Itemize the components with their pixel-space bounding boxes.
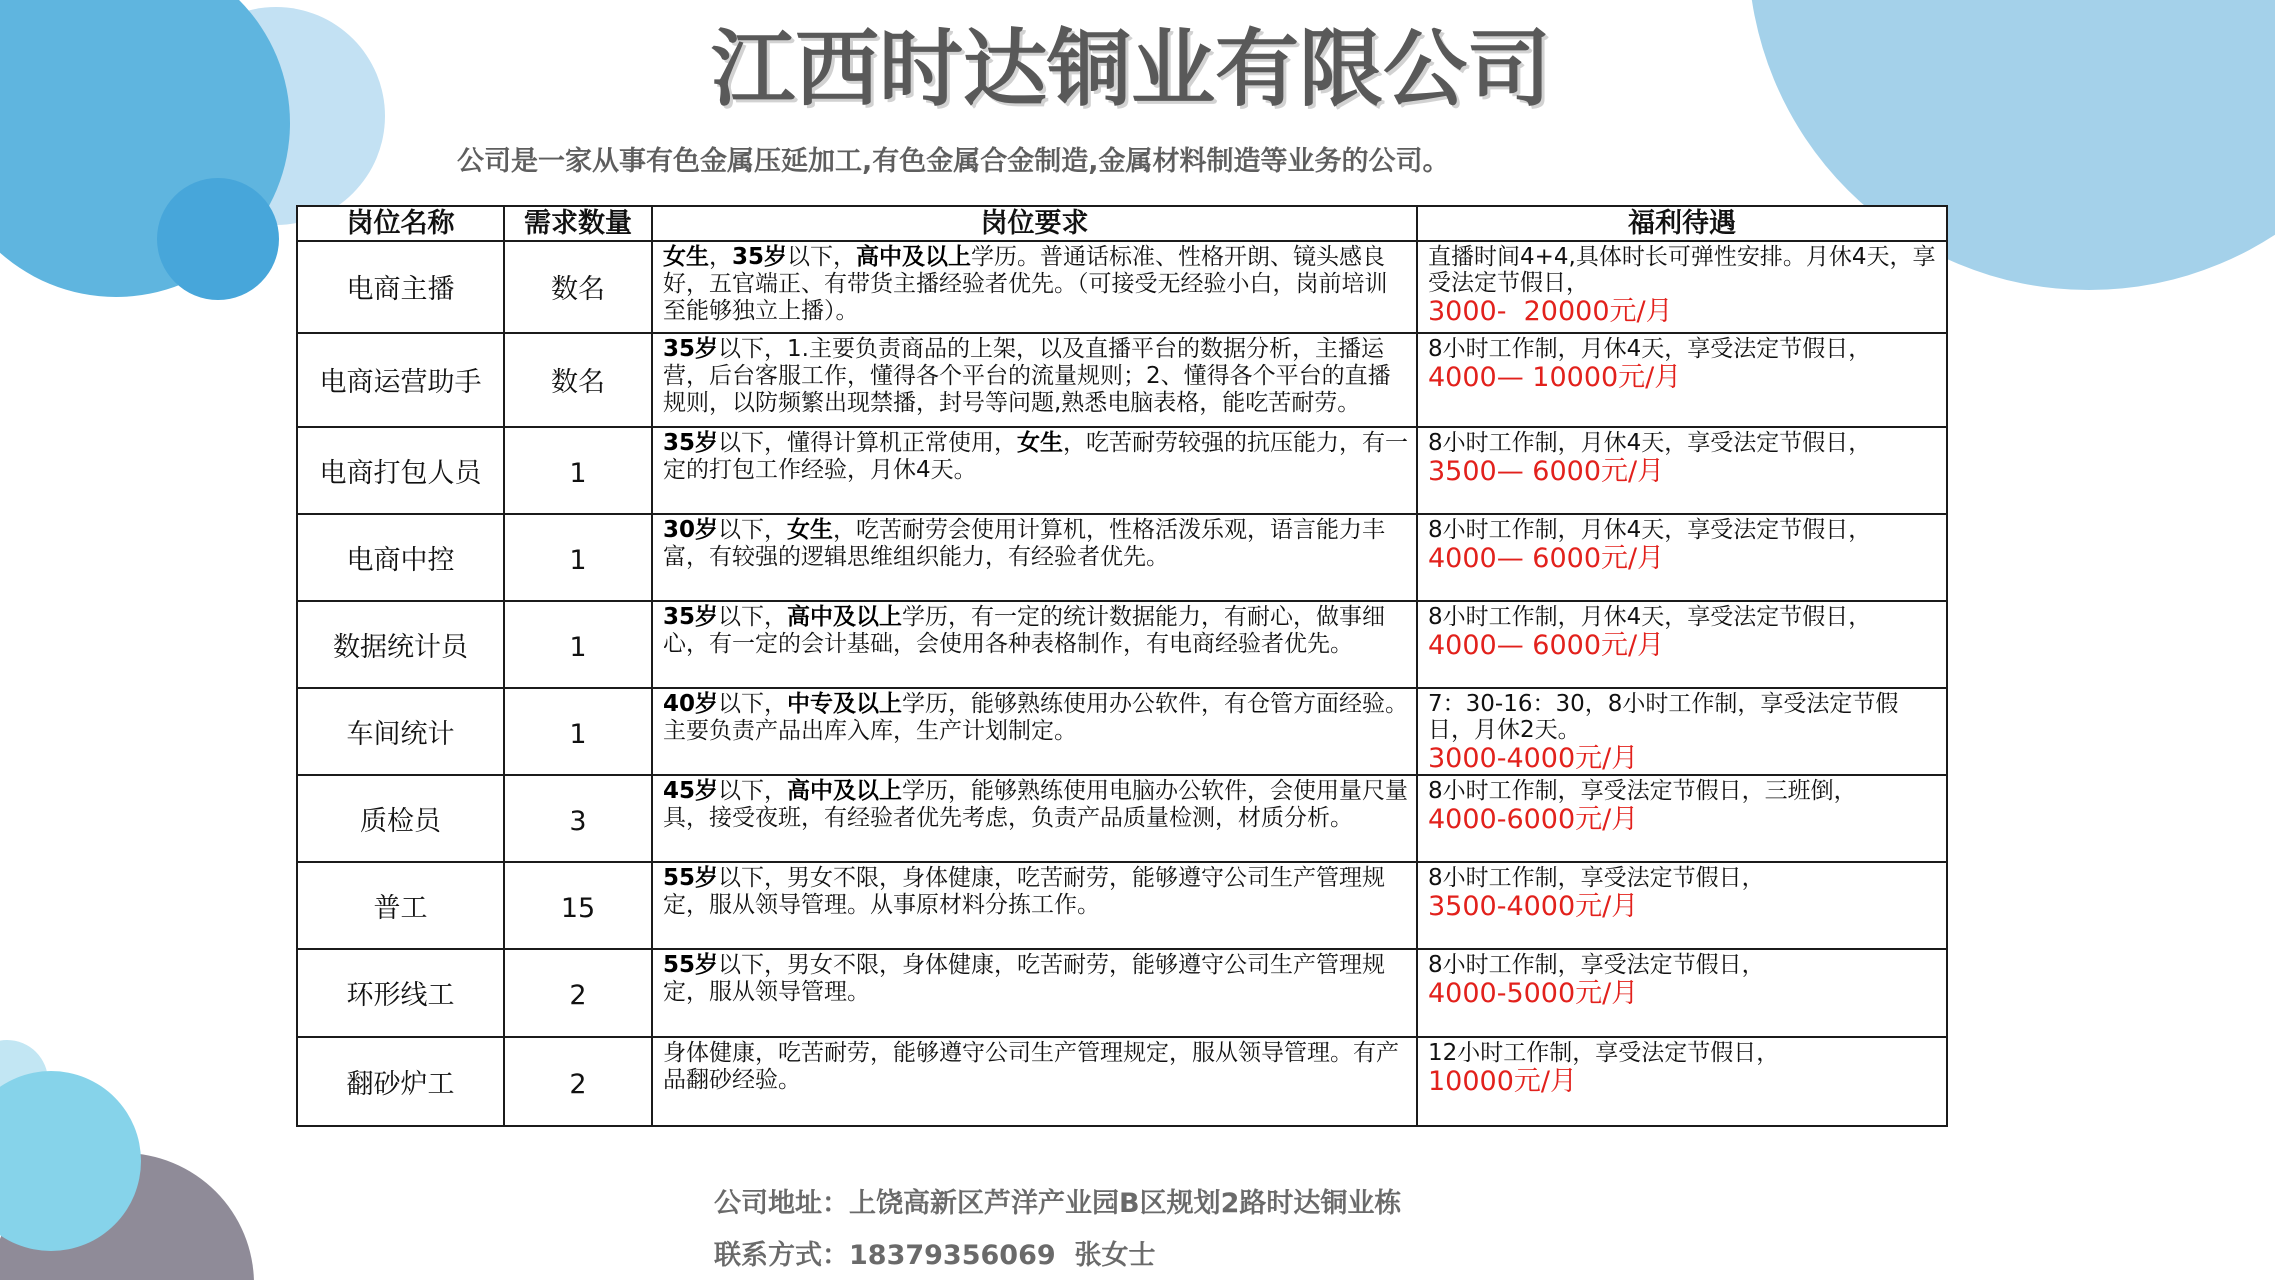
salary-text: 10000元/月 (1428, 1066, 1577, 1097)
requirement-highlight: 40岁 (663, 691, 719, 717)
salary-text: 4000— 6000元/月 (1428, 543, 1665, 574)
job-row (297, 775, 1947, 862)
benefits-cell (1417, 862, 1947, 949)
job-row (297, 514, 1947, 601)
requirement-highlight: 55岁 (663, 865, 719, 891)
requirement-text: 以下，男女不限，身体健康，吃苦耐劳，能够遵守公司生产管理规定，服从领导管理。从事原材料分拣工作。 (663, 865, 1386, 918)
salary-text: 3000-4000元/月 (1428, 743, 1639, 774)
job-row (297, 862, 1947, 949)
requirement-cell (652, 514, 1417, 601)
requirement-text: ， (709, 244, 732, 270)
requirement-cell (652, 601, 1417, 688)
requirement-highlight: 女生 (787, 517, 834, 543)
benefits-cell (1417, 949, 1947, 1037)
job-row (297, 1037, 1947, 1126)
count-cell: 3 (504, 775, 652, 862)
company-address: 公司地址：上饶高新区芦洋产业园B区规划2路时达铜业栋 (714, 1188, 1402, 1219)
company-description: 公司是一家从事有色金属压延加工,有色金属合金制造,金属材料制造等业务的公司。 (457, 146, 1450, 177)
requirement-text: 以下， (718, 691, 788, 717)
count-cell: 15 (504, 862, 652, 949)
requirement-text: 以下， (718, 517, 788, 543)
requirement-cell (652, 862, 1417, 949)
requirement-text: 学历，能够熟练使用办公软件，有仓管方面经验。主要负责产品出库入库，生产计划制定。 (663, 691, 1409, 744)
salary-text: 4000-6000元/月 (1428, 804, 1639, 835)
benefits-cell (1417, 688, 1947, 775)
requirement-highlight: 35岁 (663, 336, 719, 362)
requirement-highlight: 35岁 (732, 244, 788, 270)
benefits-cell (1417, 601, 1947, 688)
requirement-cell (652, 427, 1417, 514)
position-cell: 电商打包人员 (297, 427, 504, 514)
requirement-highlight: 35岁 (663, 430, 719, 456)
count-cell: 1 (504, 514, 652, 601)
count-cell: 2 (504, 949, 652, 1037)
position-cell: 质检员 (297, 775, 504, 862)
position-cell: 车间统计 (297, 688, 504, 775)
benefits-cell (1417, 1037, 1947, 1126)
position-cell: 电商主播 (297, 241, 504, 333)
requirement-text: 以下， (787, 244, 857, 270)
job-table (296, 205, 1948, 1127)
requirement-highlight: 高中及以上 (787, 604, 903, 630)
requirement-text: 身体健康，吃苦耐劳，能够遵守公司生产管理规定，服从领导管理。有产品翻砂经验。 (663, 1040, 1399, 1093)
requirement-highlight: 30岁 (663, 517, 719, 543)
contact-info: 联系方式：18379356069 张女士 (714, 1240, 1156, 1271)
salary-text: 3000- 20000元/月 (1428, 296, 1673, 327)
position-cell: 数据统计员 (297, 601, 504, 688)
salary-text: 3500— 6000元/月 (1428, 456, 1665, 487)
requirement-highlight: 45岁 (663, 778, 719, 804)
header-row (297, 206, 1947, 241)
requirement-text: 学历。普通话标准、性格开朗、镜头感良好，五官端正、有带货主播经验者优先。（可接受无经验小白，岗前培训至能够独立上播）。 (663, 244, 1388, 324)
benefits-cell (1417, 241, 1947, 333)
requirement-text: ，吃苦耐劳会使用计算机，性格活泼乐观，语言能力丰富，有较强的逻辑思维组织能力，有经验者优先。 (663, 517, 1386, 570)
requirement-cell (652, 333, 1417, 427)
header-position: 岗位名称 (297, 206, 504, 241)
salary-text: 3500-4000元/月 (1428, 891, 1639, 922)
position-cell: 电商运营助手 (297, 333, 504, 427)
job-row (297, 601, 1947, 688)
salary-text: 4000— 6000元/月 (1428, 630, 1665, 661)
benefits-text: 8小时工作制，月休4天，享受法定节假日， (1428, 430, 1872, 456)
count-cell: 2 (504, 1037, 652, 1126)
job-row (297, 688, 1947, 775)
benefits-text: 8小时工作制，月休4天，享受法定节假日， (1428, 517, 1872, 543)
table-header (297, 206, 1947, 241)
benefits-text: 7：30-16：30，8小时工作制，享受法定节假日，月休2天。 (1428, 691, 1899, 743)
benefits-text: 8小时工作制，享受法定节假日， (1428, 865, 1765, 891)
requirement-cell (652, 688, 1417, 775)
position-cell: 环形线工 (297, 949, 504, 1037)
requirement-text: ，吃苦耐劳较强的抗压能力，有一定的打包工作经验，月休4天。 (663, 430, 1409, 483)
requirement-highlight: 55岁 (663, 952, 719, 978)
benefits-cell (1417, 333, 1947, 427)
count-cell: 1 (504, 427, 652, 514)
requirement-highlight: 高中及以上 (856, 244, 972, 270)
count-cell: 数名 (504, 333, 652, 427)
benefits-text: 8小时工作制，享受法定节假日， (1428, 952, 1765, 978)
job-row (297, 427, 1947, 514)
benefits-cell (1417, 427, 1947, 514)
requirement-highlight: 高中及以上 (787, 778, 903, 804)
benefits-text: 直播时间4+4,具体时长可弹性安排。月休4天，享受法定节假日， (1428, 244, 1936, 296)
position-cell: 电商中控 (297, 514, 504, 601)
position-cell: 普工 (297, 862, 504, 949)
table-body (297, 241, 1947, 1126)
header-requirement: 岗位要求 (652, 206, 1417, 241)
job-row (297, 333, 1947, 427)
company-title: 江西时达铜业有限公司 (710, 20, 1551, 118)
job-row (297, 949, 1947, 1037)
requirement-text: 学历，有一定的统计数据能力，有耐心，做事细心，有一定的会计基础，会使用各种表格制作，有电商经验者优先。 (663, 604, 1386, 657)
requirement-text: 以下， (718, 604, 788, 630)
count-cell: 数名 (504, 241, 652, 333)
requirement-text: 以下，男女不限，身体健康，吃苦耐劳，能够遵守公司生产管理规定，服从领导管理。 (663, 952, 1386, 1005)
header-benefits: 福利待遇 (1417, 206, 1947, 241)
requirement-cell (652, 775, 1417, 862)
count-cell: 1 (504, 688, 652, 775)
requirement-text: 学历，能够熟练使用电脑办公软件，会使用量尺量具，接受夜班，有经验者优先考虑，负责产品质量检测，材质分析。 (663, 778, 1409, 831)
requirement-text: 以下，懂得计算机正常使用， (718, 430, 1018, 456)
salary-text: 4000— 10000元/月 (1428, 362, 1682, 393)
requirement-highlight: 35岁 (663, 604, 719, 630)
requirement-text: 以下， (718, 778, 788, 804)
requirement-highlight: 女生 (1017, 430, 1064, 456)
benefits-text: 12小时工作制，享受法定节假日， (1428, 1040, 1780, 1066)
benefits-cell (1417, 514, 1947, 601)
salary-text: 4000-5000元/月 (1428, 978, 1639, 1009)
requirement-highlight: 女生 (663, 244, 709, 270)
benefits-text: 8小时工作制，月休4天，享受法定节假日， (1428, 336, 1872, 362)
requirement-highlight: 中专及以上 (787, 691, 903, 717)
position-cell: 翻砂炉工 (297, 1037, 504, 1126)
requirement-cell (652, 241, 1417, 333)
benefits-text: 8小时工作制，享受法定节假日，三班倒， (1428, 778, 1857, 804)
benefits-cell (1417, 775, 1947, 862)
requirement-cell (652, 949, 1417, 1037)
header-count: 需求数量 (504, 206, 652, 241)
job-row (297, 241, 1947, 333)
benefits-text: 8小时工作制，月休4天，享受法定节假日， (1428, 604, 1872, 630)
requirement-cell (652, 1037, 1417, 1126)
decor-circle-top-left-small (157, 178, 279, 300)
requirement-text: 以下，1.主要负责商品的上架，以及直播平台的数据分析，主播运营，后台客服工作，懂得各个平台的流量规则；2、懂得各个平台的直播规则，以防频繁出现禁播，封号等问题,熟悉电脑表格，能吃苦耐劳。 (663, 336, 1391, 416)
count-cell: 1 (504, 601, 652, 688)
